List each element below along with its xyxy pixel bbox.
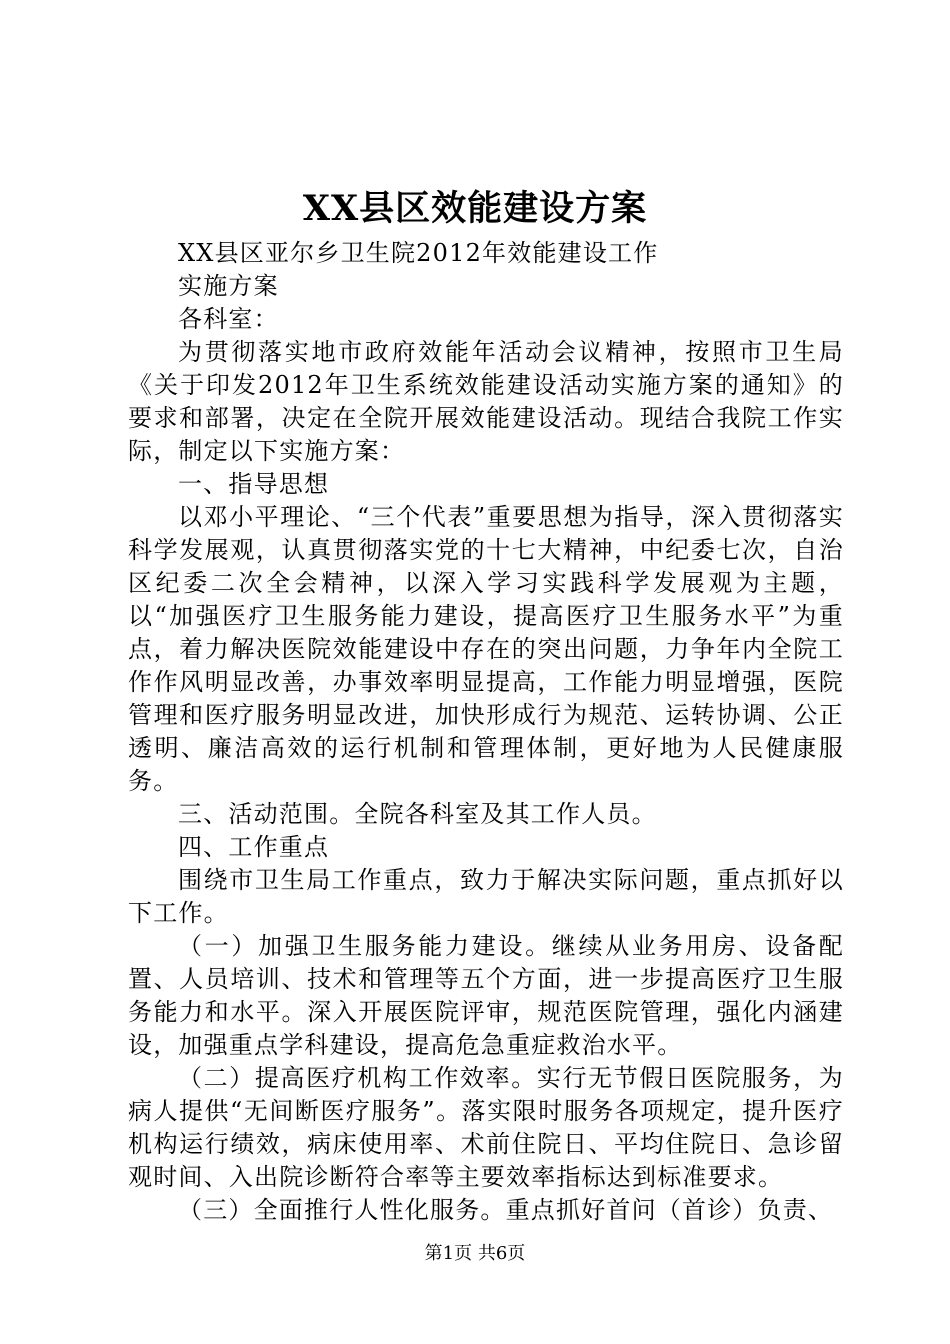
paragraph-guiding-thought: 以邓小平理论、“三个代表”重要思想为指导，深入贯彻落实科学发展观，认真贯彻落实党的十七大精神，中纪委七次，自治区纪委二次全会精神，以深入学习实践科学发展观为主题，以“加强医疗卫生服务能力建设，提高医疗卫生服务水平”为重点，着力解决医院效能建设中存在的突出问题，力争年内全院工作作风明显改善，办事效率明显提高，工作能力明显增强，医院管理和医疗服务明显改进，加快形成行为规范、运转协调、公正透明、廉洁高效的运行机制和管理体制，更好地为人民健康服务。: [128, 503, 844, 795]
paragraph-item-1: （一）加强卫生服务能力建设。继续从业务用房、设备配置、人员培训、技术和管理等五个方面，进一步提高医疗卫生服务能力和水平。深入开展医院评审，规范医院管理，强化内涵建设，加强重点学科建设，提高危急重症救治水平。: [128, 932, 844, 1059]
paragraph-heading-line-1: XX县区亚尔乡卫生院2012年效能建设工作: [178, 239, 659, 267]
document-body: [128, 237, 844, 1227]
paragraph-heading-line-2: 实施方案: [178, 272, 279, 300]
paragraph-work-focus: 围绕市卫生局工作重点，致力于解决实际问题，重点抓好以下工作。: [128, 866, 844, 927]
paragraph-intro: 为贯彻落实地市政府效能年活动会议精神，按照市卫生局《关于印发2012年卫生系统效能建设活动实施方案的通知》的要求和部署，决定在全院开展效能建设活动。现结合我院工作实际，制定以下实施方案：: [128, 338, 844, 465]
page-footer: 第1页 共6页: [424, 1243, 526, 1264]
paragraph-item-2: （二）提高医疗机构工作效率。实行无节假日医院服务，为病人提供“无间断医疗服务”。落实限时服务各项规定，提升医疗机构运行绩效，病床使用率、术前住院日、平均住院日、急诊留观时间、入出院诊断符合率等主要效率指标达到标准要求。: [128, 1064, 844, 1191]
paragraph-item-3: （三）全面推行人性化服务。重点抓好首问（首诊）负责、: [178, 1196, 834, 1224]
section-heading-work-focus: 四、工作重点: [178, 833, 330, 861]
document-title: XX县区效能建设方案: [302, 188, 648, 229]
paragraph-salutation: 各科室：: [178, 305, 279, 333]
section-heading-guiding-thought: 一、指导思想: [178, 470, 330, 498]
section-heading-scope: 三、活动范围。全院各科室及其工作人员。: [178, 800, 657, 828]
